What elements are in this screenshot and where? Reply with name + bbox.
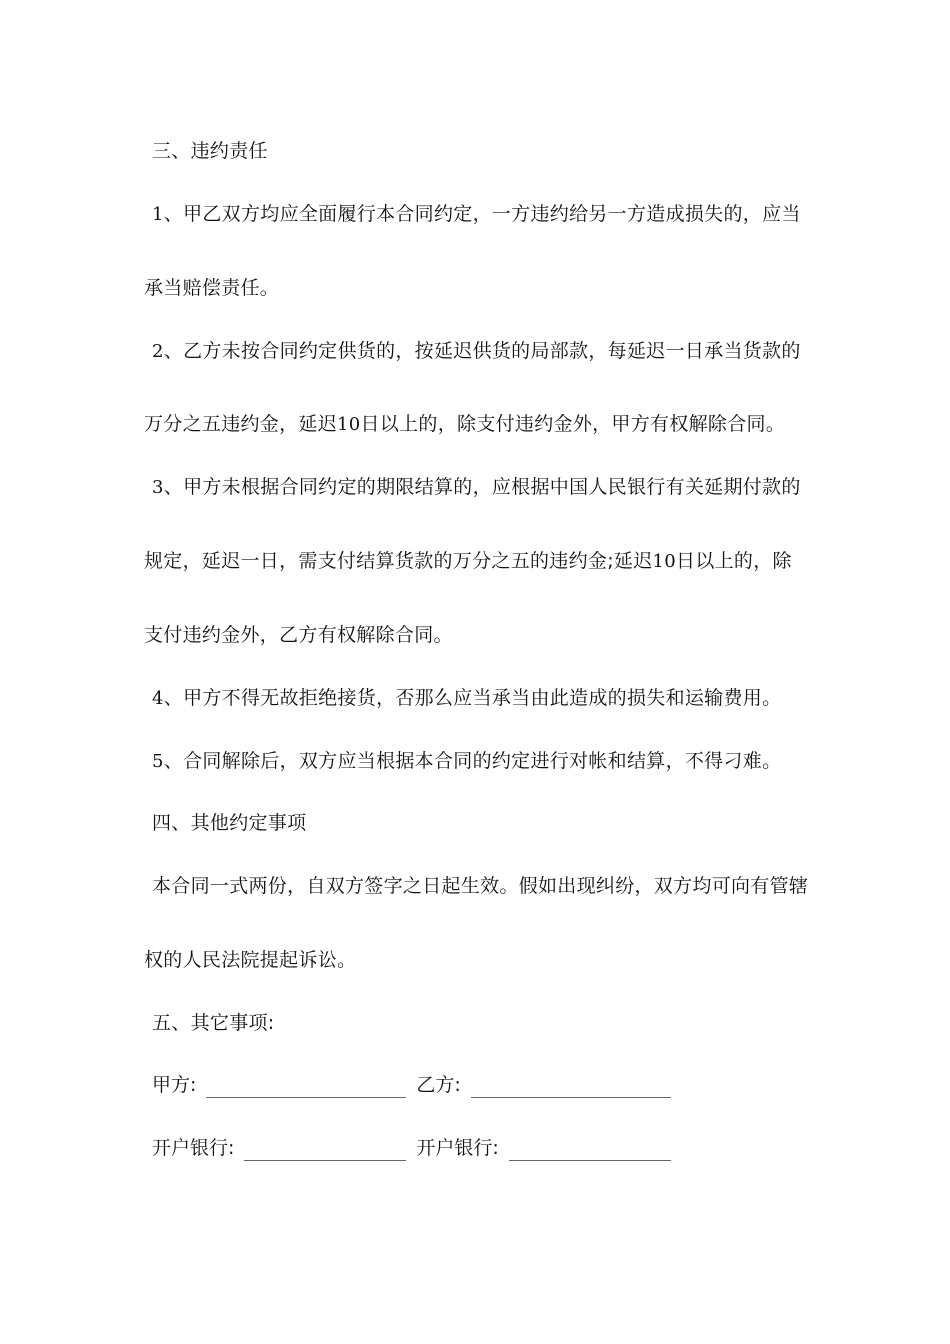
party-b-label: 乙方: xyxy=(416,1074,461,1096)
heading-text: 三、违约责任 xyxy=(152,140,268,162)
clause-number: 3 xyxy=(152,477,164,498)
bank-b-label: 开户银行: xyxy=(416,1137,499,1159)
party-a-signature-blank[interactable] xyxy=(206,1075,406,1098)
other-agreements-line-1 xyxy=(152,873,808,899)
clause-text: 、甲方不得无故拒绝接货，否那么应当承当由此造成的损失和运输费用。 xyxy=(163,687,782,709)
clause-number: 4 xyxy=(152,688,164,709)
clause-number: 5 xyxy=(152,751,164,772)
bank-b-blank[interactable] xyxy=(509,1138,671,1161)
clause-1-line-2 xyxy=(144,275,279,301)
paragraph-text: 本合同一式两份，自双方签字之日起生效。假如出现纠纷，双方均可向有管辖 xyxy=(152,875,809,897)
clause-text: 、甲乙双方均应全面履行本合同约定，一方违约给另一方造成损失的，应当 xyxy=(163,203,801,225)
section-heading-other-agreements xyxy=(152,810,306,836)
clause-1-line-1 xyxy=(152,201,801,228)
clause-text: 、乙方未按合同约定供货的，按延迟供货的局部款，每延迟一日承当货款的 xyxy=(163,340,801,362)
heading-text: 五、其它事项: xyxy=(152,1012,275,1034)
clause-2-line-2 xyxy=(144,411,785,438)
section-heading-other-matters xyxy=(152,1010,275,1036)
clause-text: 、甲方未根据合同约定的期限结算的，应根据中国人民银行有关延期付款的 xyxy=(163,476,801,498)
section-heading-breach xyxy=(152,138,268,164)
bank-a-label: 开户银行: xyxy=(152,1137,235,1159)
clause-number: 1 xyxy=(152,204,164,225)
clause-4 xyxy=(152,685,781,712)
days-number: 10 xyxy=(337,414,361,435)
clause-text: 支付违约金外，乙方有权解除合同。 xyxy=(144,624,453,646)
other-agreements-line-2 xyxy=(144,947,356,973)
clause-text: 规定，延迟一日，需支付结算货款的万分之五的违约金;延迟 xyxy=(144,550,653,572)
clause-2-line-1 xyxy=(152,338,801,365)
bank-a-blank[interactable] xyxy=(244,1138,406,1161)
signature-row-parties xyxy=(152,1072,671,1098)
clause-number: 2 xyxy=(152,341,164,362)
clause-3-line-2 xyxy=(144,548,792,575)
clause-text: 、合同解除后，双方应当根据本合同的约定进行对帐和结算，不得刁难。 xyxy=(163,750,782,772)
signature-row-banks xyxy=(152,1135,671,1161)
days-number: 10 xyxy=(652,551,677,572)
clause-text: 万分之五违约金，延迟 xyxy=(144,413,338,435)
clause-text: 承当赔偿责任。 xyxy=(144,277,280,299)
clause-text: 日以上的，除 xyxy=(676,550,792,572)
paragraph-text: 权的人民法院提起诉讼。 xyxy=(144,949,357,971)
clause-5 xyxy=(152,748,781,775)
clause-3-line-1 xyxy=(152,474,801,501)
party-b-signature-blank[interactable] xyxy=(471,1075,671,1098)
clause-3-line-3 xyxy=(144,622,453,648)
heading-text: 四、其他约定事项 xyxy=(152,812,307,834)
clause-text: 日以上的，除支付违约金外，甲方有权解除合同。 xyxy=(360,413,786,435)
party-a-label: 甲方: xyxy=(152,1074,197,1096)
